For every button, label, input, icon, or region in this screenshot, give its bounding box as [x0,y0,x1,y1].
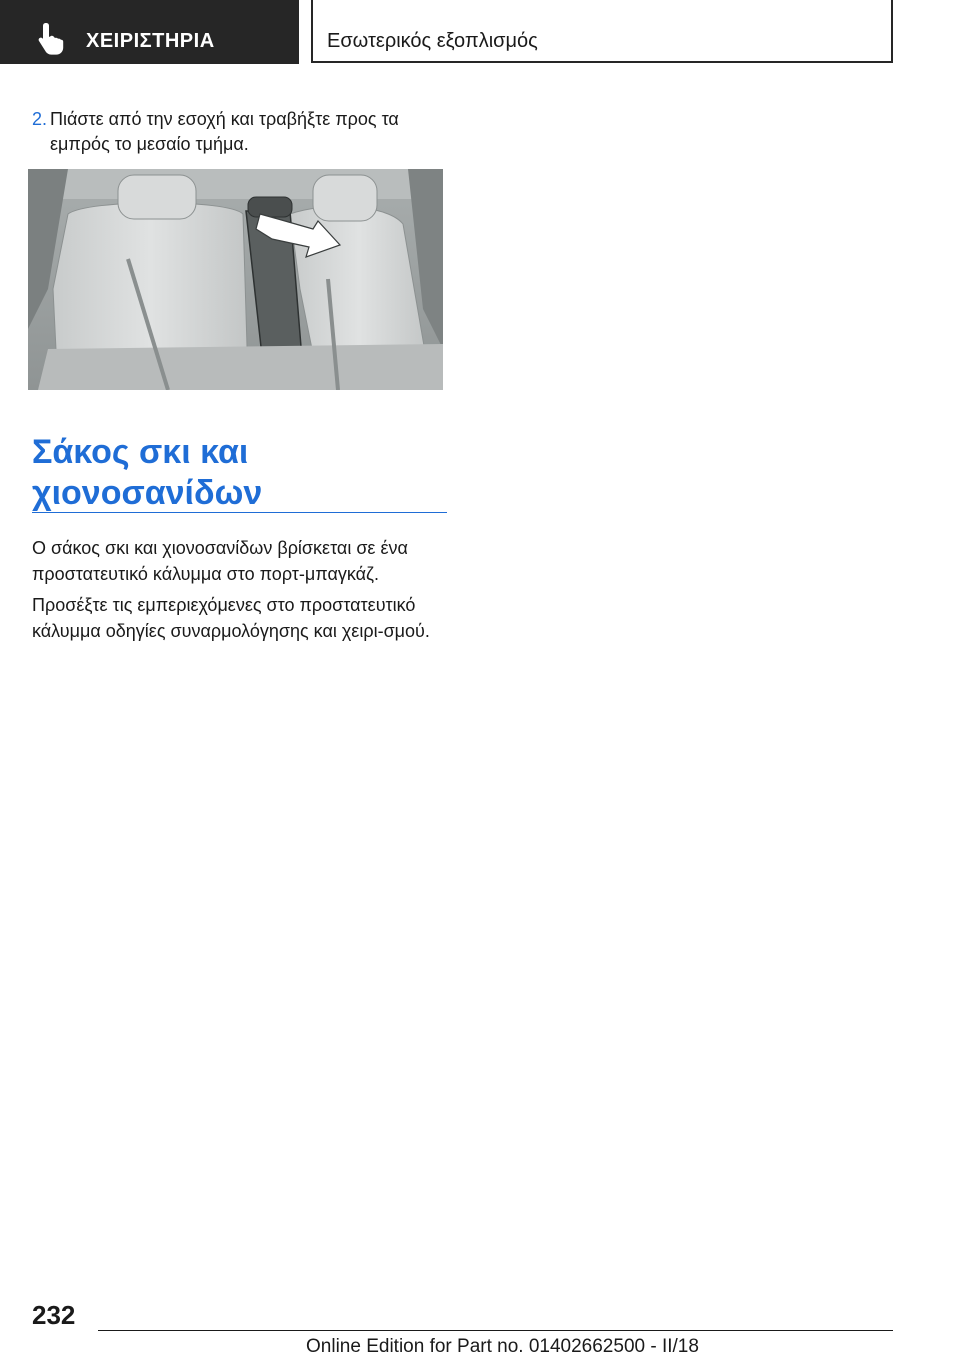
chapter-header [311,0,893,63]
rear-seat-illustration [28,169,443,390]
footer-divider [98,1330,893,1331]
page-number: 232 [32,1300,76,1330]
step-text: Πιάστε από την εσοχή και τραβήξτε προς τα εμπρός το μεσαίο τμήμα. [50,109,399,154]
step-number: 2. [32,109,48,129]
chapter-title: Εσωτερικός εξοπλισμός [327,30,538,52]
section-label: ΧΕΙΡΙΣΤΗΡΙΑ [86,30,215,52]
footer-edition: Online Edition for Part no. 01402662500 - II/18 [306,1336,699,1357]
body-paragraph-2: Προσέξτε τις εμπεριεχόμενες στο προστατευτικό κάλυμμα οδηγίες συναρμολόγησης και χειρι-σμού. [32,595,430,641]
section-divider [32,512,447,513]
body-paragraph-1: Ο σάκος σκι και χιονοσανίδων βρίσκεται σε ένα προστατευτικό κάλυμμα στο πορτ-μπαγκάζ. [32,538,408,584]
header-section-tab [0,0,299,64]
section-title-line2: χιονοσανίδων [32,474,263,512]
section-title [32,432,262,514]
section-title-line1: Σάκος σκι και [32,433,249,471]
pointing-hand-icon [34,21,70,55]
